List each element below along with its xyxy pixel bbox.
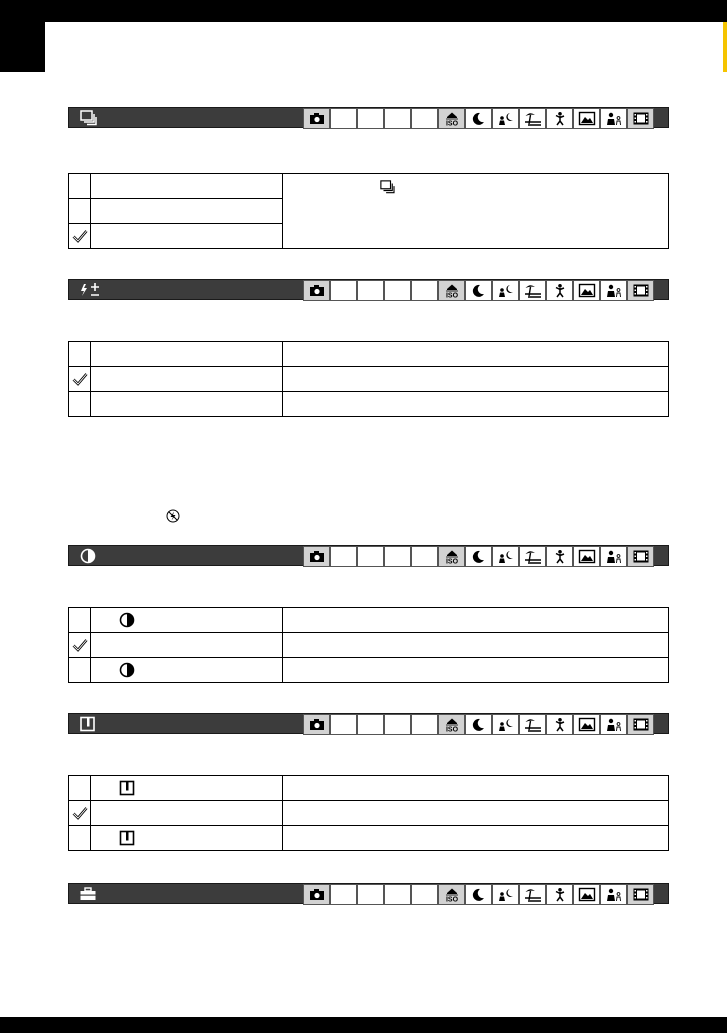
table-row: [69, 776, 669, 801]
mode-strip: [303, 108, 654, 129]
high-sensitivity-iso-icon: [443, 887, 461, 902]
option-table: [68, 607, 669, 683]
mode-cell: [573, 546, 600, 567]
twilight-portrait-icon: [497, 717, 515, 732]
option-description: [283, 608, 669, 633]
mode-cell: [492, 546, 519, 567]
landscape-icon: [578, 549, 596, 564]
svg-text:ISO: ISO: [445, 120, 458, 126]
mode-cell: [519, 108, 546, 129]
mode-cell: [411, 280, 438, 301]
mode-cell: [627, 108, 654, 129]
mode-cell: [492, 714, 519, 735]
table-row: [69, 633, 669, 658]
option-description: [283, 776, 669, 801]
table-row: [69, 658, 669, 683]
mode-cell: [600, 108, 627, 129]
option-label[interactable]: [91, 392, 283, 417]
high-sensitivity-iso-icon: [443, 717, 461, 732]
section-header: [68, 883, 669, 904]
check-cell[interactable]: [69, 224, 91, 249]
beach-icon: [524, 111, 542, 126]
mode-cell: [357, 546, 384, 567]
mode-cell: [465, 714, 492, 735]
beach-icon: [524, 283, 542, 298]
landscape-icon: [578, 283, 596, 298]
option-label[interactable]: [91, 199, 283, 224]
mode-cell: [303, 884, 330, 905]
bottom-bar: [0, 1017, 727, 1033]
mode-strip: [303, 546, 654, 567]
mode-cell: [303, 280, 330, 301]
mode-cell: [438, 280, 465, 301]
mode-cell: [519, 714, 546, 735]
high-sensitivity-iso-icon: [443, 111, 461, 126]
option-description: [283, 633, 669, 658]
twilight-icon: [470, 283, 488, 298]
option-table: [68, 173, 669, 249]
mode-cell: [303, 714, 330, 735]
option-description: [283, 367, 669, 392]
mode-cell: [438, 714, 465, 735]
check-cell[interactable]: [69, 826, 91, 851]
beach-icon: [524, 717, 542, 732]
option-label[interactable]: [91, 174, 283, 199]
mode-cell: [627, 884, 654, 905]
twilight-icon: [470, 111, 488, 126]
movie-icon: [632, 887, 650, 902]
twilight-portrait-icon: [497, 887, 515, 902]
table-row: [69, 367, 669, 392]
option-label[interactable]: [91, 801, 283, 826]
mode-cell: [303, 108, 330, 129]
landscape-icon: [578, 717, 596, 732]
camera-icon: [308, 717, 326, 732]
mode-cell: [384, 714, 411, 735]
option-label[interactable]: [91, 608, 283, 633]
option-description: [283, 174, 669, 249]
twilight-icon: [470, 887, 488, 902]
soft-snap-icon: [551, 549, 569, 564]
mode-cell: [465, 884, 492, 905]
twilight-icon: [470, 549, 488, 564]
camera-icon: [308, 283, 326, 298]
section-header: [68, 713, 669, 734]
mode-cell: [384, 546, 411, 567]
check-cell[interactable]: [69, 658, 91, 683]
mode-cell: [519, 546, 546, 567]
check-cell[interactable]: [69, 633, 91, 658]
movie-icon: [632, 283, 650, 298]
check-mark-icon: [72, 229, 88, 243]
check-cell[interactable]: [69, 776, 91, 801]
check-cell[interactable]: [69, 392, 91, 417]
twilight-icon: [470, 717, 488, 732]
mode-cell: [546, 546, 573, 567]
high-sensitivity-iso-icon: [443, 283, 461, 298]
mode-cell: [600, 714, 627, 735]
mode-cell: [438, 546, 465, 567]
mode-cell: [546, 714, 573, 735]
table-row: [69, 342, 669, 367]
soft-snap-icon: [551, 283, 569, 298]
sharpness-icon: [79, 716, 97, 732]
mode-cell: [519, 884, 546, 905]
table-row: [69, 608, 669, 633]
mode-strip: [303, 280, 654, 301]
mode-cell: [438, 884, 465, 905]
option-label[interactable]: [91, 224, 283, 249]
mode-strip: [303, 714, 654, 735]
portrait-icon: [605, 887, 623, 902]
option-label[interactable]: [91, 826, 283, 851]
mode-cell: [330, 714, 357, 735]
mode-cell: [357, 108, 384, 129]
check-mark-icon: [72, 638, 88, 652]
movie-icon: [632, 111, 650, 126]
mode-cell: [330, 546, 357, 567]
portrait-icon: [605, 111, 623, 126]
svg-text:ISO: ISO: [445, 896, 458, 902]
mode-cell: [357, 280, 384, 301]
camera-icon: [308, 549, 326, 564]
edge-index-tab: [723, 22, 727, 72]
svg-text:ISO: ISO: [445, 558, 458, 564]
soft-snap-icon: [551, 717, 569, 732]
mode-cell: [573, 108, 600, 129]
flash-level-icon: [79, 282, 103, 298]
option-description: [283, 826, 669, 851]
mode-cell: [627, 714, 654, 735]
contrast-icon: [119, 612, 135, 628]
mode-cell: [330, 280, 357, 301]
sharpness-icon: [119, 780, 135, 796]
soft-snap-icon: [551, 111, 569, 126]
option-description: [283, 392, 669, 417]
mode-strip: [303, 884, 654, 905]
mode-cell: [600, 280, 627, 301]
beach-icon: [524, 549, 542, 564]
mode-cell: [627, 280, 654, 301]
movie-icon: [632, 549, 650, 564]
mode-cell: [492, 108, 519, 129]
mode-cell: [411, 108, 438, 129]
option-label[interactable]: [91, 367, 283, 392]
mode-cell: [330, 108, 357, 129]
corner-tab: [0, 0, 45, 72]
mode-cell: [600, 884, 627, 905]
sharpness-icon: [119, 830, 135, 846]
top-bar: [0, 0, 727, 22]
option-label[interactable]: [91, 342, 283, 367]
toolbox-icon: [79, 886, 97, 902]
check-mark-icon: [72, 806, 88, 820]
option-description: [283, 658, 669, 683]
high-sensitivity-iso-icon: [443, 549, 461, 564]
mode-cell: [384, 884, 411, 905]
mode-cell: [384, 108, 411, 129]
option-table: [68, 775, 669, 851]
table-row: [69, 801, 669, 826]
section-header: [68, 279, 669, 300]
mode-cell: [465, 546, 492, 567]
burst-stack-icon: [379, 180, 395, 194]
twilight-portrait-icon: [497, 111, 515, 126]
check-cell[interactable]: [69, 342, 91, 367]
portrait-icon: [605, 549, 623, 564]
camera-icon: [308, 111, 326, 126]
option-label[interactable]: [91, 658, 283, 683]
landscape-icon: [578, 111, 596, 126]
mode-cell: [492, 884, 519, 905]
option-label[interactable]: [91, 633, 283, 658]
svg-text:ISO: ISO: [445, 726, 458, 732]
mode-cell: [600, 546, 627, 567]
camera-icon: [308, 887, 326, 902]
flash-off-icon: [166, 509, 180, 523]
mode-cell: [546, 280, 573, 301]
mode-cell: [357, 714, 384, 735]
mode-cell: [465, 108, 492, 129]
mode-cell: [627, 546, 654, 567]
mode-cell: [546, 108, 573, 129]
svg-text:ISO: ISO: [445, 292, 458, 298]
option-table: [68, 341, 669, 417]
mode-cell: [546, 884, 573, 905]
movie-icon: [632, 717, 650, 732]
section-header: [68, 107, 669, 128]
table-row: [69, 174, 669, 199]
table-row: [69, 392, 669, 417]
twilight-portrait-icon: [497, 283, 515, 298]
mode-cell: [438, 108, 465, 129]
option-description: [283, 801, 669, 826]
option-description: [283, 342, 669, 367]
option-label[interactable]: [91, 776, 283, 801]
check-mark-icon: [72, 372, 88, 386]
portrait-icon: [605, 283, 623, 298]
mode-cell: [573, 884, 600, 905]
section-header: [68, 545, 669, 566]
twilight-portrait-icon: [497, 549, 515, 564]
mode-cell: [411, 546, 438, 567]
mode-cell: [330, 884, 357, 905]
mode-cell: [411, 714, 438, 735]
check-cell[interactable]: [69, 199, 91, 224]
mode-cell: [465, 280, 492, 301]
contrast-icon: [119, 662, 135, 678]
mode-cell: [384, 280, 411, 301]
portrait-icon: [605, 717, 623, 732]
mode-cell: [573, 280, 600, 301]
burst-stack-icon: [79, 110, 97, 126]
check-cell[interactable]: [69, 174, 91, 199]
contrast-icon: [79, 548, 97, 564]
mode-cell: [303, 546, 330, 567]
landscape-icon: [578, 887, 596, 902]
check-cell[interactable]: [69, 367, 91, 392]
check-cell[interactable]: [69, 801, 91, 826]
soft-snap-icon: [551, 887, 569, 902]
table-row: [69, 826, 669, 851]
mode-cell: [573, 714, 600, 735]
mode-cell: [357, 884, 384, 905]
mode-cell: [492, 280, 519, 301]
check-cell[interactable]: [69, 608, 91, 633]
mode-cell: [411, 884, 438, 905]
mode-cell: [519, 280, 546, 301]
beach-icon: [524, 887, 542, 902]
